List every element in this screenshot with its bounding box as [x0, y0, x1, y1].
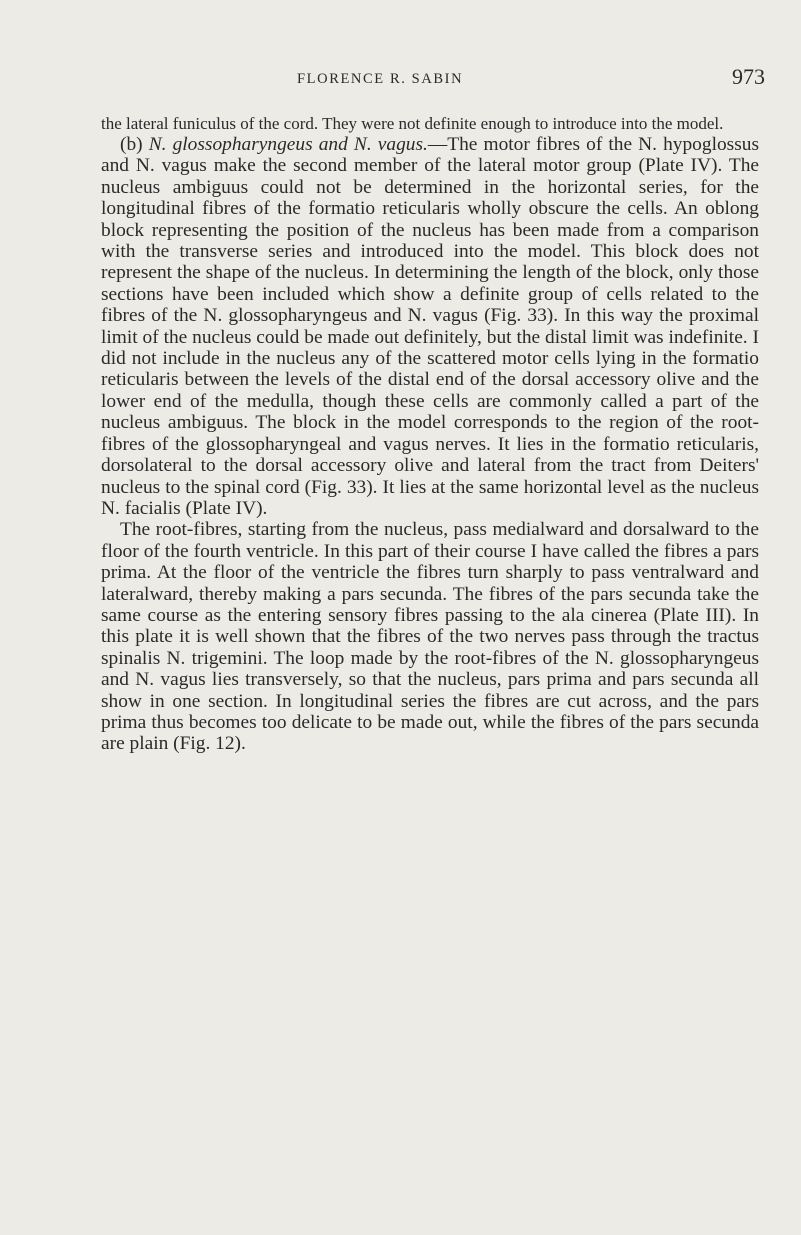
section-title: N. glossopharyngeus and N. vagus.: [148, 134, 428, 155]
body-text: [101, 114, 759, 755]
section-b-paragraph: [101, 134, 759, 519]
section-body: —The motor fibres of the N. hypoglossus and N. vagus make the second member of the lateral motor group (Plate IV). The nucleus ambiguus could not be determined in the horizontal series, for the longitudinal fibres of the formatio reticularis wholly obscure the cells. An oblong block representing the position of the nucleus has been made from a comparison with the transverse series and introduced into the model. This block does not represent the shape of the nucleus. In determining the length of the block, only those sections have been included which show a definite group of cells related to the fibres of the N. glossopharyngeus and N. vagus (Fig. 33). In this way the proximal limit of the nucleus could be made out definitely, but the distal limit was indefinite. I did not include in the nucleus any of the scattered motor cells lying in the formatio reticularis between the levels of the distal end of the dorsal accessory olive and the lower end of the medulla, though these cells are commonly called a part of the nucleus ambiguus. The block in the model corresponds to the region of the root-fibres of the glossopharyngeal and vagus nerves. It lies in the formatio reticularis, dorsolateral to the dorsal accessory olive and lateral from the tract from Deiters' nucleus to the spinal cord (Fig. 33). It lies at the same horizontal level as the nucleus N. facialis (Plate IV).: [101, 134, 759, 519]
intro-note: the lateral funiculus of the cord. They were not definite enough to introduce into the model.: [101, 114, 724, 133]
paragraph: The root-fibres, starting from the nucleus, pass medialward and dorsalward to the floor of the fourth ventricle. In this part of their course I have called the fibres a pars prima. At the floor of the ventricle the fibres turn sharply to pass ventralward and lateralward, thereby making a pars secunda. The fibres of the pars secunda take the same course as the entering sensory fibres passing to the ala cinerea (Plate III). In this plate it is well shown that the fibres of the two nerves pass through the tractus spinalis N. trigemini. The loop made by the root-fibres of the N. glossopharyngeus and N. vagus lies transversely, so that the nucleus, pars prima and pars secunda all show in one section. In longitudinal series the fibres are cut across, and the pars prima thus becomes too delicate to be made out, while the fibres of the pars secunda are plain (Fig. 12).: [101, 519, 759, 755]
running-head: FLORENCE R. SABIN: [297, 71, 464, 87]
section-label: (b): [120, 134, 143, 155]
page-number: 973: [732, 64, 765, 89]
